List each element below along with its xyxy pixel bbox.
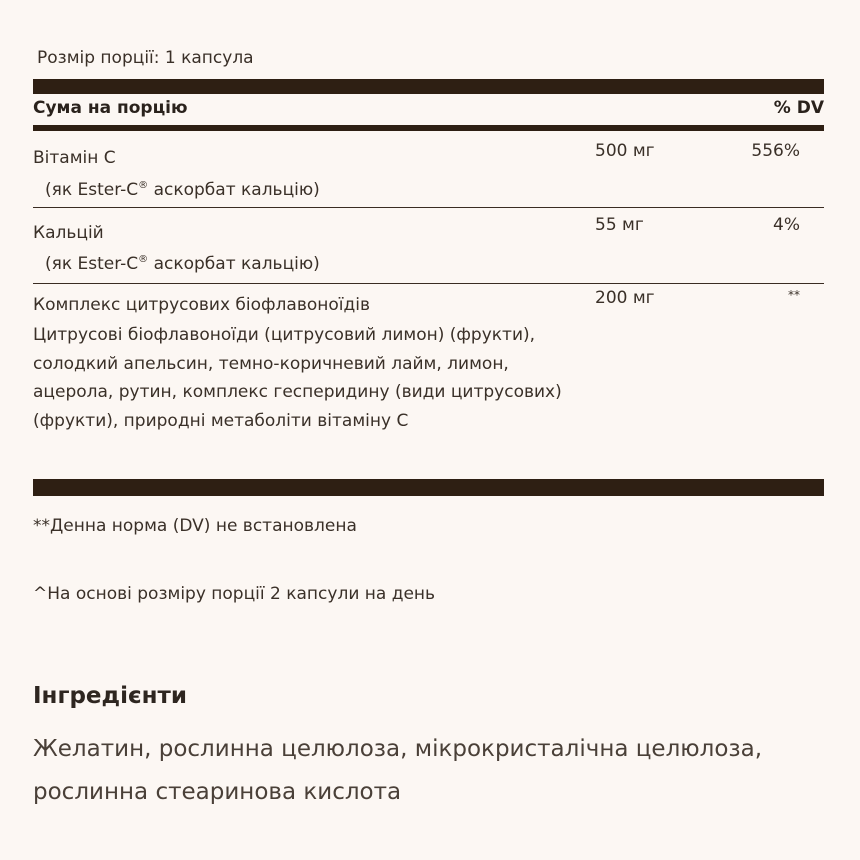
amount-per-serving-header: Сума на порцію <box>33 98 188 118</box>
row-divider <box>33 283 824 284</box>
ingredients-text: Желатин, рослинна целюлоза, мікрокристалічна целюлоза, рослинна стеаринова кислота <box>33 736 763 805</box>
bottom-thick-divider <box>33 479 824 496</box>
nutrient-name: Комплекс цитрусових біофлавоноїдів <box>33 295 370 315</box>
nutrient-dv: 556% <box>751 141 800 161</box>
nutrient-source: (як Ester-C® аскорбат кальцію) <box>45 180 320 200</box>
nutrient-name: Кальцій <box>33 223 104 243</box>
nutrient-description: Цитрусові біофлавоноїди (цитрусовий лимон) (фрукти), солодкий апельсин, темно-коричневий лайм, лимон, ацерола, рутин, комплекс гесперидину (види цитрусових) (фрукти), природні метаболіти вітаміну С <box>33 325 562 431</box>
nutrient-dv: ** <box>788 288 800 302</box>
row-divider <box>33 207 824 208</box>
nutrient-source: (як Ester-C® аскорбат кальцію) <box>45 254 320 274</box>
nutrient-name: Вітамін С <box>33 148 116 168</box>
nutrient-dv: 4% <box>773 215 800 235</box>
ingredients-title: Інгредієнти <box>33 683 187 709</box>
dv-header: % DV <box>773 98 824 118</box>
footnote-serving-basis: ^На основі розміру порції 2 капсули на день <box>33 584 436 604</box>
nutrient-amount: 200 мг <box>595 288 655 308</box>
serving-size: Розмір порції: 1 капсула <box>37 48 254 68</box>
header-divider <box>33 125 824 131</box>
nutrient-amount: 500 мг <box>595 141 655 161</box>
footnote-dv: **Денна норма (DV) не встановлена <box>33 516 357 536</box>
top-thick-divider <box>33 79 824 94</box>
nutrient-amount: 55 мг <box>595 215 644 235</box>
